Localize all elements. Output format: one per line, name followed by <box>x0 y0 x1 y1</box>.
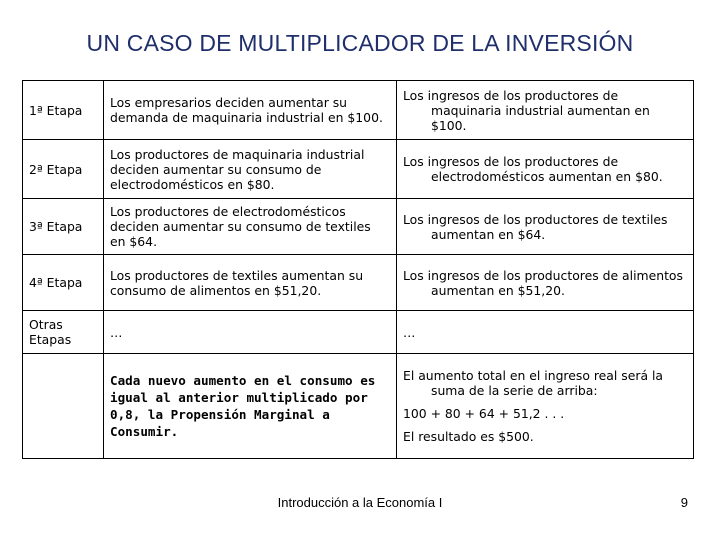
cause-cell: … <box>104 311 397 354</box>
empty-stage-cell <box>23 354 104 459</box>
effect-text: Los ingresos de los productores de textiles aumentan en $64. <box>403 211 668 242</box>
effect-cell: … <box>397 311 694 354</box>
summary-cause-cell: Cada nuevo aumento en el consumo es igual al anterior multiplicado por 0,8, la Propensión Marginal a Consumir. <box>104 354 397 459</box>
table-row <box>23 140 694 199</box>
cause-cell: Los empresarios deciden aumentar su demanda de maquinaria industrial en $100. <box>104 81 397 140</box>
table-row <box>23 311 694 354</box>
summary-row <box>23 354 694 459</box>
summary-effect-cell <box>397 354 694 459</box>
summary-intro: El aumento total en el ingreso real será la suma de la serie de arriba: <box>403 368 664 398</box>
stage-cell: 4ª Etapa <box>23 255 104 311</box>
effect-cell <box>397 140 694 199</box>
table-row <box>23 81 694 140</box>
stage-cell: 2ª Etapa <box>23 140 104 199</box>
multiplier-table <box>22 80 694 459</box>
table-row <box>23 199 694 255</box>
cause-cell: Los productores de textiles aumentan su consumo de alimentos en $51,20. <box>104 255 397 311</box>
stage-cell: 1ª Etapa <box>23 81 104 140</box>
cause-cell: Los productores de electrodomésticos deciden aumentar su consumo de textiles en $64. <box>104 199 397 255</box>
page-number: 9 <box>680 495 688 510</box>
cause-cell: Los productores de maquinaria industrial deciden aumentar su consumo de electrodomésticos en $80. <box>104 140 397 199</box>
footer-text: Introducción a la Economía I <box>277 495 443 510</box>
effect-cell <box>397 81 694 140</box>
stage-cell: Otras Etapas <box>23 311 104 354</box>
effect-text: Los ingresos de los productores de electrodomésticos aumentan en $80. <box>403 154 663 184</box>
summary-result: El resultado es $500. <box>403 429 534 444</box>
effect-cell <box>397 255 694 311</box>
table-row <box>23 255 694 311</box>
effect-text: Los ingresos de los productores de maquinaria industrial aumentan en $100. <box>403 87 650 133</box>
summary-series: 100 + 80 + 64 + 51,2 . . . <box>403 406 565 421</box>
stage-cell: 3ª Etapa <box>23 199 104 255</box>
effect-cell <box>397 199 694 255</box>
effect-text: Los ingresos de los productores de alimentos aumentan en $51,20. <box>403 267 683 298</box>
slide-title: UN CASO DE MULTIPLICADOR DE LA INVERSIÓN <box>86 30 634 56</box>
